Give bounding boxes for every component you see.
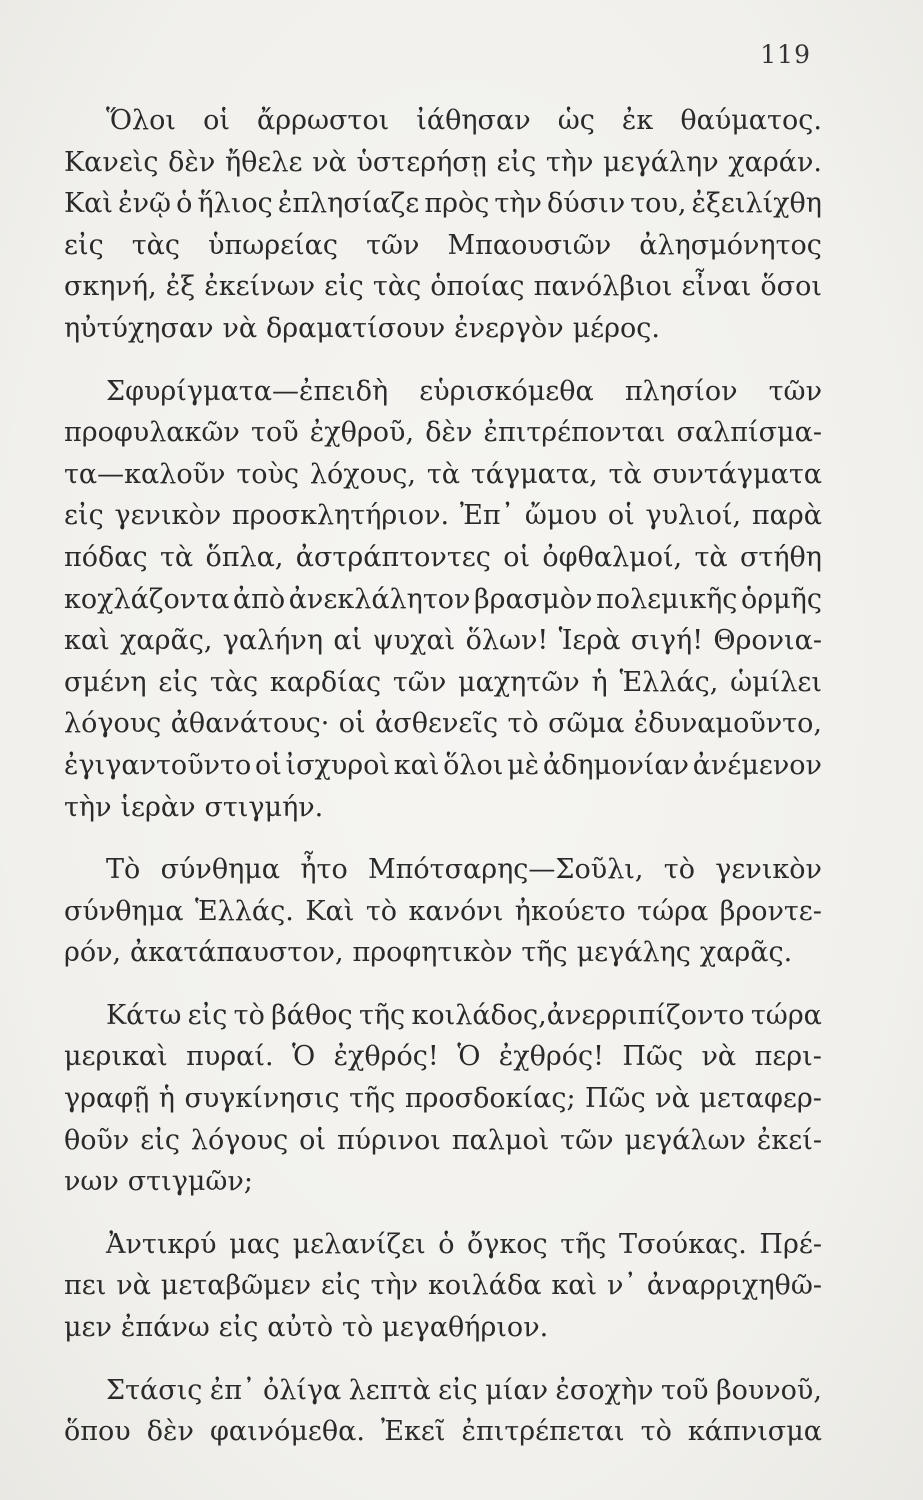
text-line: Ὅλοι οἱ ἄρρωστοι ἰάθησαν ὡς ἐκ θαύματος. [106, 105, 822, 136]
text-line: θοῦν εἰς λόγους οἱ πύρινοι παλμοὶ τῶν μεγάλων ἐκεί- [64, 1124, 822, 1156]
paragraph [64, 1224, 822, 1349]
page-number: 119 [760, 40, 811, 69]
paragraph [64, 371, 822, 829]
text-line: Στάσις ἐπ᾿ ὀλίγα λεπτὰ εἰς μίαν ἐσοχὴν τοῦ βουνοῦ, [106, 1374, 822, 1406]
paragraph-gap [64, 350, 822, 371]
text-line: μεν ἐπάνω εἰς αὐτὸ τὸ μεγαθήριον. [64, 1312, 549, 1344]
paragraph [64, 1370, 822, 1453]
text-line: μερικαὶ πυραί. Ὁ ἐχθρός! Ὁ ἐχθρός! Πῶς νὰ περι- [64, 1041, 822, 1073]
text-line: Ἀντικρύ μας μελανίζει ὁ ὄγκος τῆς Τσούκας. Πρέ- [106, 1228, 822, 1260]
text-line: τα—καλοῦν τοὺς λόχους, τὰ τάγματα, τὰ συντάγματα [64, 458, 822, 490]
paragraph-gap [64, 828, 822, 849]
text-line: ηὐτύχησαν νὰ δραματίσουν ἐνεργὸν μέρος. [64, 312, 660, 344]
paragraph-gap [64, 1203, 822, 1224]
body-text [64, 100, 822, 1453]
paragraph [64, 849, 822, 974]
text-line: Κανεὶς δὲν ἤθελε νὰ ὑστερήσῃ εἰς τὴν μεγάλην χαράν. [64, 146, 822, 178]
text-line: Καὶ ἐνῷ ὁ ἥλιος ἐπλησίαζε πρὸς τὴν δύσιν του, ἐξειλίχθη [64, 188, 822, 220]
text-line: Κάτω εἰς τὸ βάθος τῆς κοιλάδος,ἀνερριπίζοντο τώρα [106, 999, 822, 1031]
text-line: πει νὰ μεταβῶμεν εἰς τὴν κοιλάδα καὶ ν᾿ ἀναρριχηθῶ- [64, 1270, 822, 1302]
text-line: ὅπου δὲν φαινόμεθα. Ἐκεῖ ἐπιτρέπεται τὸ κάπνισμα [64, 1416, 822, 1448]
text-line: σύνθημα Ἑλλάς. Καὶ τὸ κανόνι ἠκούετο τώρα βροντε- [64, 895, 822, 927]
text-line: Σφυρίγματα—ἐπειδὴ εὑρισκόμεθα πλησίον τῶν [106, 375, 822, 407]
text-line: εἰς τὰς ὑπωρείας τῶν Μπαουσιῶν ἀλησμόνητος [64, 229, 822, 261]
text-line: καὶ χαρᾶς, γαλήνη αἱ ψυχαὶ ὅλων! Ἱερὰ σιγή! Θρονια- [64, 625, 822, 657]
paragraph [64, 995, 822, 1203]
paragraph-gap [64, 974, 822, 995]
text-line: προφυλακῶν τοῦ ἐχθροῦ, δὲν ἐπιτρέπονται σαλπίσμα- [64, 417, 822, 449]
text-line: εἰς γενικὸν προσκλητήριον. Ἐπ᾿ ὤμου οἱ γυλιοί, παρὰ [64, 500, 822, 532]
text-line: κοχλάζοντα ἀπὸ ἀνεκλάλητον βρασμὸν πολεμικῆς ὁρμῆς [64, 583, 822, 615]
text-line: ἐγιγαντοῦντο οἱ ἰσχυροὶ καὶ ὅλοι μὲ ἀδημονίαν ἀνέμενον [64, 749, 822, 781]
text-line: σμένη εἰς τὰς καρδίας τῶν μαχητῶν ἡ Ἑλλάς, ὡμίλει [64, 666, 822, 698]
text-line: Τὸ σύνθημα ἦτο Μπότσαρης—Σοῦλι, τὸ γενικὸν [106, 854, 822, 886]
text-line: γραφῇ ἡ συγκίνησις τῆς προσδοκίας; Πῶς νὰ μεταφερ- [64, 1083, 822, 1115]
text-line: λόγους ἀθανάτους· οἱ ἀσθενεῖς τὸ σῶμα ἐδυναμοῦντο, [64, 708, 822, 740]
paragraph [64, 100, 822, 350]
text-line: ρόν, ἀκατάπαυστον, προφητικὸν τῆς μεγάλης χαρᾶς. [64, 937, 793, 969]
text-line: τὴν ἱερὰν στιγμήν. [64, 791, 324, 823]
text-line: νων στιγμῶν; [64, 1166, 253, 1198]
text-line: σκηνή, ἐξ ἐκείνων εἰς τὰς ὁποίας πανόλβιοι εἶναι ὅσοι [64, 271, 822, 303]
text-line: πόδας τὰ ὅπλα, ἀστράπτοντες οἱ ὀφθαλμοί, τὰ στήθη [64, 541, 822, 573]
paragraph-gap [64, 1349, 822, 1370]
